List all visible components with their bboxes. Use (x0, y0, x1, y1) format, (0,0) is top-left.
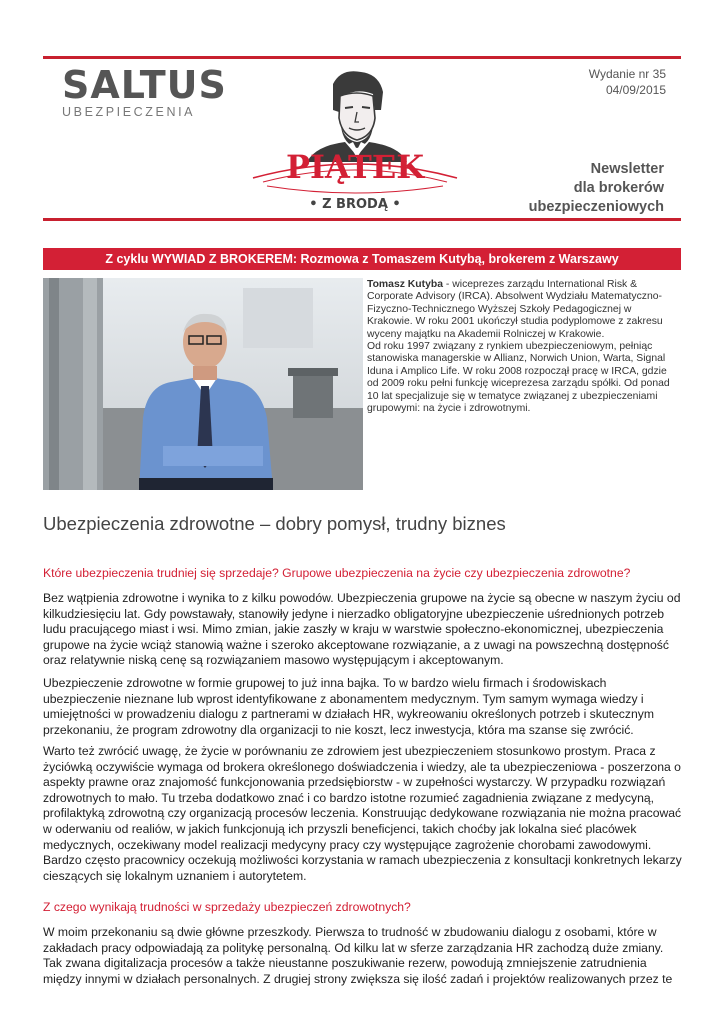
article-title: Ubezpieczenia zdrowotne – dobry pomysł, trudny biznes (43, 513, 506, 534)
bio-text: - wiceprezes zarządu International Risk & Corporate Advisory (IRCA). Absolwent Wydziału Matematyczno-Fizyczno-Technicznego Wyższej Szkoły Pedagogicznej w Krakowie. W roku 2001 ukończył studia podyplomowe z zakresu wyceny majątku na Akademii Rolniczej w Krakowie. (367, 279, 663, 340)
header-bottom-rule (43, 218, 681, 221)
interview-banner: Z cyklu WYWIAD Z BROKEREM: Rozmowa z Tomaszem Kutybą, brokerem z Warszawy (43, 248, 681, 270)
tagline-line-3: ubezpieczeniowych (528, 199, 664, 215)
paragraph-4: W moim przekonaniu są dwie główne przeszkody. Pierwsza to trudność w zbudowaniu dialogu z osobami, które w zakładach pracy odpowiadają za politykę personalną. Od kilku lat w sferze zarządzania HR zachodzą duże zmiany. Tak zwana digitalizacja procesów a także nieustanne poszukiwanie rezerw, powodują zmniejszenie zatrudnienia między innymi w działach personalnych. Z drugiej strony zwiększa się ilość zadań i projektów realizowanych przez te (43, 925, 673, 986)
bio-text-2: Od roku 1997 związany z rynkiem ubezpieczeniowym, pełniąc stanowiska managerskie w Allianz, Norwich Union, Warta, Signal Iduna i Amplico Life. W roku 2008 rozpoczął pracę w IRCA, gdzie od 2009 roku pełni funkcję wiceprezesa zarządu spółki. Od ponad 10 lat specjalizuje się w tematyce związanej z ubezpieczeniami grupowymi: na życie i zdrowotnymi. (367, 341, 670, 415)
broker-bio (367, 279, 679, 415)
logo-wordmark: SALTUS (62, 63, 227, 107)
header-top-rule (43, 56, 681, 59)
saltus-logo (62, 63, 227, 119)
tagline-line-2: dla brokerów (573, 180, 664, 196)
masthead-subtitle: • Z BRODĄ • (309, 197, 401, 212)
paragraph-1: Bez wątpienia zdrowotne i wynika to z kilku powodów. Ubezpieczenia grupowe na życie są obecne w naszym życiu od kilkudziesięciu lat. Gdy powstawały, stanowiły jedyne i nierzadko obligatoryjne ubezpieczenie uśrednionych potrzeb ludu pracującego miast i wsi. Mimo zmian, jakie zaszły w kraju w warstwie społeczno-ekonomicznej, ubezpieczenia grupowe na życie wciąż stanowią ważne i szeroko akceptowane rozwiązanie, a z uwagi na powszechną dostępność oraz relatywnie niską cenę są rozwiązaniem masowo występującym i akceptowanym. (43, 591, 681, 668)
bio-name: Tomasz Kutyba (367, 279, 444, 290)
masthead-piatek-z-broda (245, 66, 465, 216)
issue-info (589, 66, 666, 98)
question-2: Z czego wynikają trudności w sprzedaży ubezpieczeń zdrowotnych? (43, 900, 411, 914)
logo-subtitle: UBEZPIECZENIA (62, 105, 196, 119)
paragraph-3: Warto też zwrócić uwagę, że życie w porównaniu ze zdrowiem jest ubezpieczeniem stosunkowo prostym. Praca z życiówką oczywiście wymaga od brokera określonego doświadczenia i wiedzy, ale ta ubezpieczeniowa - poszerzona o aspekty prawne oraz znajomość funkcjonowania przedsiębiorstw - w zupełności wystarczy. W przypadku rozwiązań zdrowotnych to mało. Tu trzeba dodatkowo znać i co bardzo istotne rozumieć zagadnienia związane z medycyną, profilaktyką zdrowotną czy organizacją procesów leczenia. Konstruując dedykowane rozwiązania nie można pracować w oderwaniu od realiów, w jakich funkcjonują ich przyszli beneficjenci, takich choćby jak lokalna sieć placówek medycznych, oczekiwany model realizacji medycyny pracy czy występujące zagrożenie chorobami zawodowymi. Bardzo często pracownicy oczekują możliwości korzystania w ramach ubezpieczenia z konsultacji konkretnych lekarzy cieszących się lokalnym uznaniem i autorytetem. (43, 744, 682, 883)
issue-number: Wydanie nr 35 (588, 67, 666, 81)
question-1: Które ubezpieczenia trudniej się sprzedaje? Grupowe ubezpieczenia na życie czy ubezpieczenia zdrowotne? (43, 566, 631, 580)
issue-date: 04/09/2015 (605, 83, 666, 97)
paragraph-2: Ubezpieczenie zdrowotne w formie grupowej to już inna bajka. To w bardzo wielu firmach i środowiskach ubezpieczenie nieznane lub wprost identyfikowane z abonamentem medycznym. Tym samym wymaga wiedzy i umiejętności w prowadzeniu dialogu z partnerami w działach HR, wykreowaniu określonych potrzeb i skutecznym przekonaniu, że program zdrowotny dla organizacji to nie koszt, lecz inwestycja, która ma szanse się zwrócić. (43, 676, 655, 737)
masthead-title: PIĄTEK (285, 148, 425, 186)
broker-photo (43, 278, 363, 490)
tagline-line-1: Newsletter (590, 161, 664, 177)
newsletter-tagline (529, 160, 664, 217)
